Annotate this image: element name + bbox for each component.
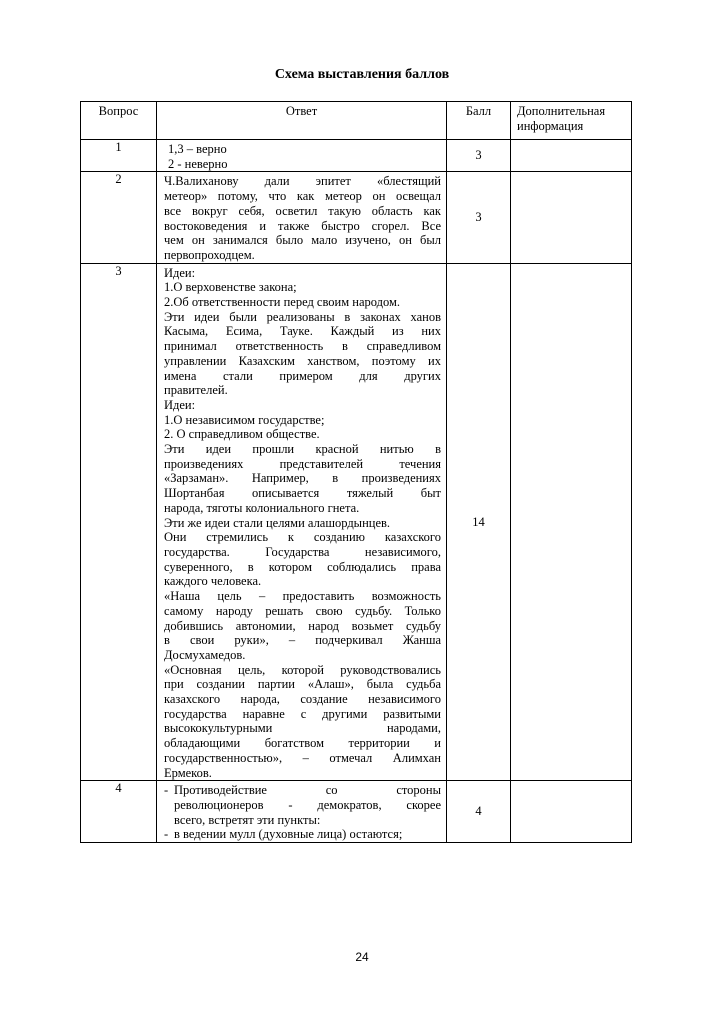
answer-line: 2 - неверно [168, 156, 228, 171]
score-cell: 3 [447, 140, 511, 172]
question-number: 3 [81, 263, 157, 781]
answer-line: чем он занимался было мало изучено, он был [164, 233, 441, 248]
answer-line: «Основная цель, которой руководствовались [164, 662, 441, 677]
answer-cell [157, 781, 447, 843]
answer-line: - Противодействие со стороны [174, 783, 441, 798]
answer-line: суверенного, в котором соблюдались права [164, 559, 441, 574]
answer-line: правителей. [164, 383, 228, 398]
answer-line: имена стали примером для других [164, 368, 441, 383]
table-row [81, 140, 632, 172]
answer-line: Эти идеи были реализованы в законах ханов [164, 309, 441, 324]
answer-bullet [164, 783, 441, 827]
header-additional-info [511, 102, 632, 140]
answer-line: 2.Об ответственности перед своим народом. [164, 295, 401, 310]
question-number: 2 [81, 172, 157, 263]
answer-line: при создании партии «Алаш», была судьба [164, 677, 441, 692]
answer-line: высококультурными народами, [164, 721, 441, 736]
answer-bullet [164, 827, 441, 842]
answer-line: «Наша цель – предоставить возможность [164, 589, 441, 604]
header-score: Балл [447, 102, 511, 140]
answer-line: Ч.Валиханову дали эпитет «блестящий [164, 174, 441, 189]
answer-cell [157, 263, 447, 781]
answer-line: добившись автономии, народ возьмет судьбу [164, 618, 441, 633]
page-number: 24 [355, 950, 369, 964]
table-row [81, 172, 632, 263]
answer-line: 1,3 – верно [168, 142, 227, 156]
answer-line: государства. Государства независимого, [164, 544, 441, 559]
answer-line: Ермеков. [164, 765, 212, 780]
answer-line: 2. О справедливом обществе. [164, 427, 320, 442]
answer-line: - в ведении мулл (духовные лица) остаются; [174, 827, 403, 842]
answer-line: революционеров - демократов, скорее [174, 797, 441, 812]
answer-line: каждого человека. [164, 574, 262, 589]
answer-line: государственностью», – отмечал Алимхан [164, 750, 441, 765]
answer-line: народа, тяготы колониального гнета. [164, 500, 360, 515]
answer-line: самому народу решать свою судьбу. Только [164, 603, 441, 618]
answer-line: всего, встретят эти пункты: [174, 812, 321, 827]
table-header-row [81, 102, 632, 140]
additional-info-cell [511, 140, 632, 172]
answer-cell [157, 140, 447, 172]
scoring-table [80, 101, 632, 843]
answer-line: Эти же идеи стали целями алашордынцев. [164, 515, 391, 530]
answer-line: Шортанбая описывается тяжелый быт [164, 486, 441, 501]
score-cell: 4 [447, 781, 511, 843]
header-info-line: информация [517, 118, 584, 133]
question-number: 1 [81, 140, 157, 172]
answer-line: «Зарзаман». Например, в произведениях [164, 471, 441, 486]
answer-line: Они стремились к созданию казахского [164, 530, 441, 545]
question-number: 4 [81, 781, 157, 843]
answer-line: Досмухамедов. [164, 647, 246, 662]
answer-line: принимал ответственность в справедливом [164, 339, 441, 354]
header-info-line: Дополнительная [517, 104, 606, 118]
answer-line: казахского народа, создание независимого [164, 692, 441, 707]
answer-line: Касыма, Есима, Тауке. Каждый из них [164, 324, 441, 339]
table-row [81, 781, 632, 843]
answer-line: Эти идеи прошли красной нитью в [164, 442, 441, 457]
answer-line: обладающими богатством территории и [164, 736, 441, 751]
answer-line: 1.О независимом государстве; [164, 412, 325, 427]
score-cell: 14 [447, 263, 511, 781]
answer-line: востоковедения и также быстро сгорел. Все [164, 218, 441, 233]
answer-line: первопроходцем. [164, 247, 255, 262]
table-row [81, 263, 632, 781]
additional-info-cell [511, 781, 632, 843]
answer-line: произведениях представителей течения [164, 456, 441, 471]
page-title: Схема выставления баллов [274, 67, 450, 82]
score-cell: 3 [447, 172, 511, 263]
answer-cell [157, 172, 447, 263]
answer-line: Идеи: [164, 265, 196, 280]
answer-line: государства наравне с другими развитыми [164, 706, 441, 721]
answer-line: Идеи: [164, 397, 196, 412]
answer-line: 1.О верховенстве закона; [164, 280, 297, 295]
header-answer: Ответ [157, 102, 447, 140]
answer-bullet-list [164, 783, 441, 842]
answer-line: метеор» потому, что как метеор он освещал [164, 189, 441, 204]
answer-line: все вокруг себя, осветил такую область как [164, 203, 441, 218]
additional-info-cell [511, 172, 632, 263]
answer-line: в свои руки», – подчеркивал Жанша [164, 633, 441, 648]
additional-info-cell [511, 263, 632, 781]
answer-line: управлении Казахским ханством, поэтому их [164, 353, 441, 368]
header-question: Вопрос [81, 102, 157, 140]
